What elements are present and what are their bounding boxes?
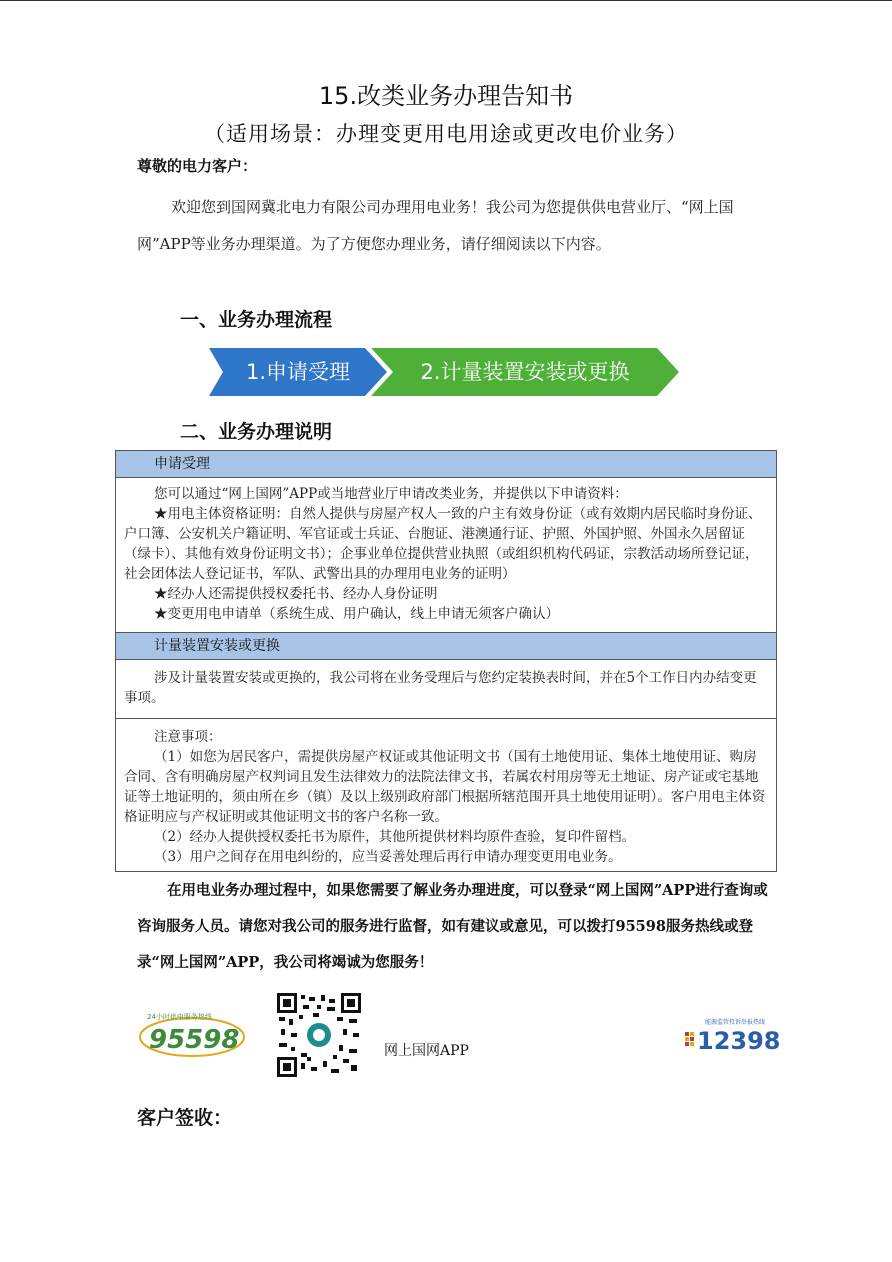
hotline-95598-logo — [137, 1010, 247, 1060]
note-3: （3）用户之间存在用电纠纷的，应当妥善处理后再行申请办理变更用电业务。 — [154, 849, 622, 865]
apply-header: 申请受理 — [116, 451, 776, 478]
report-logo-graphic — [683, 1018, 779, 1054]
document-subtitle: （适用场景：办理变更用电用途或更改电价业务） — [204, 122, 688, 146]
document-title: 15.改类业务办理告知书 — [318, 82, 574, 110]
report-12398-logo — [683, 1018, 779, 1054]
meter-header: 计量装置安装或更换 — [116, 633, 776, 660]
notes-title: 注意事项： — [154, 729, 222, 745]
page-top-border — [0, 0, 892, 1]
meter-cell — [116, 660, 776, 719]
apply-cell — [116, 478, 776, 633]
instructions-table — [115, 450, 777, 872]
apply-line-form: ★变更用电申请单（系统生成、用户确认，线上申请无须客户确认） — [154, 606, 559, 622]
step2-label: 2.计量装置安装或更换 — [420, 360, 630, 384]
signature-label: 客户签收： — [137, 1107, 233, 1129]
process-flow — [209, 348, 689, 396]
closing-paragraph: 在用电业务办理过程中，如果您需要了解业务办理进度，可以登录“网上国网”APP进行查询或咨询服务人员。请您对我公司的服务进行监督，如有建议或意见，可以拨打95598服务热线或登录“网上国网”APP，我公司将竭诚为您服务！ — [137, 882, 768, 971]
note-2: （2）经办人提供授权委托书为原件，其他所提供材料均原件查验，复印件留档。 — [154, 829, 636, 845]
section-heading-instructions: 二、业务办理说明 — [180, 421, 333, 443]
report-logo-number: 12398 — [697, 1027, 779, 1054]
apply-line-intro: 您可以通过“网上国网”APP或当地营业厅申请改类业务，并提供以下申请资料： — [154, 486, 628, 502]
intro-paragraph: 欢迎您到国网冀北电力有限公司办理用电业务！我公司为您提供供电营业厅、“网上国网”APP等业务办理渠道。为了方便您办理业务，请仔细阅读以下内容。 — [137, 198, 734, 253]
apply-line-agent: ★经办人还需提供授权委托书、经办人身份证明 — [154, 586, 438, 602]
qr-code-graphic — [277, 993, 361, 1077]
app-qr-label: 网上国网APP — [384, 1043, 469, 1059]
section-heading-process: 一、业务办理流程 — [180, 309, 333, 331]
hotline-logo-small-text: 24小时供电服务热线 — [147, 1013, 212, 1021]
meter-text: 涉及计量装置安装或更换的，我公司将在业务受理后与您约定装换表时间，并在5个工作日内办结变更事项。 — [124, 670, 757, 706]
step1-label: 1.申请受理 — [245, 360, 351, 384]
app-qr-code[interactable] — [277, 993, 361, 1077]
hotline-logo-graphic — [137, 1010, 247, 1060]
hotline-logo-number: 95598 — [149, 1025, 240, 1055]
notes-cell — [116, 719, 776, 871]
report-logo-small-text: 能源监管投诉举报热线 — [705, 1019, 766, 1026]
note-1: （1）如您为居民客户，需提供房屋产权证或其他证明文书（国有土地使用证、集体土地使用证、购房合同、含有明确房屋产权判词且发生法律效力的法院法律文书，若属农村用房等无土地证、房产证或宅基地证等土地证明的，须由所在乡（镇）及以上级别政府部门根据所辖范围开具土地使用证明）。客户用电主体资格证明应与产权证明或其他证明文书的客户名称一致。 — [124, 749, 766, 825]
greeting: 尊敬的电力客户： — [137, 157, 258, 175]
apply-line-identity: ★用电主体资格证明：自然人提供与房屋产权人一致的户主有效身份证（或有效期内居民临时身份证、户口簿、公安机关户籍证明、军官证或士兵证、台胞证、港澳通行证、护照、外国护照、外国永久居留证（绿卡）、其他有效身份证明文书）；企事业单位提供营业执照（或组织机构代码证，宗教活动场所登记证，社会团体法人登记证书，军队、武警出具的办理用电业务的证明） — [124, 506, 762, 582]
